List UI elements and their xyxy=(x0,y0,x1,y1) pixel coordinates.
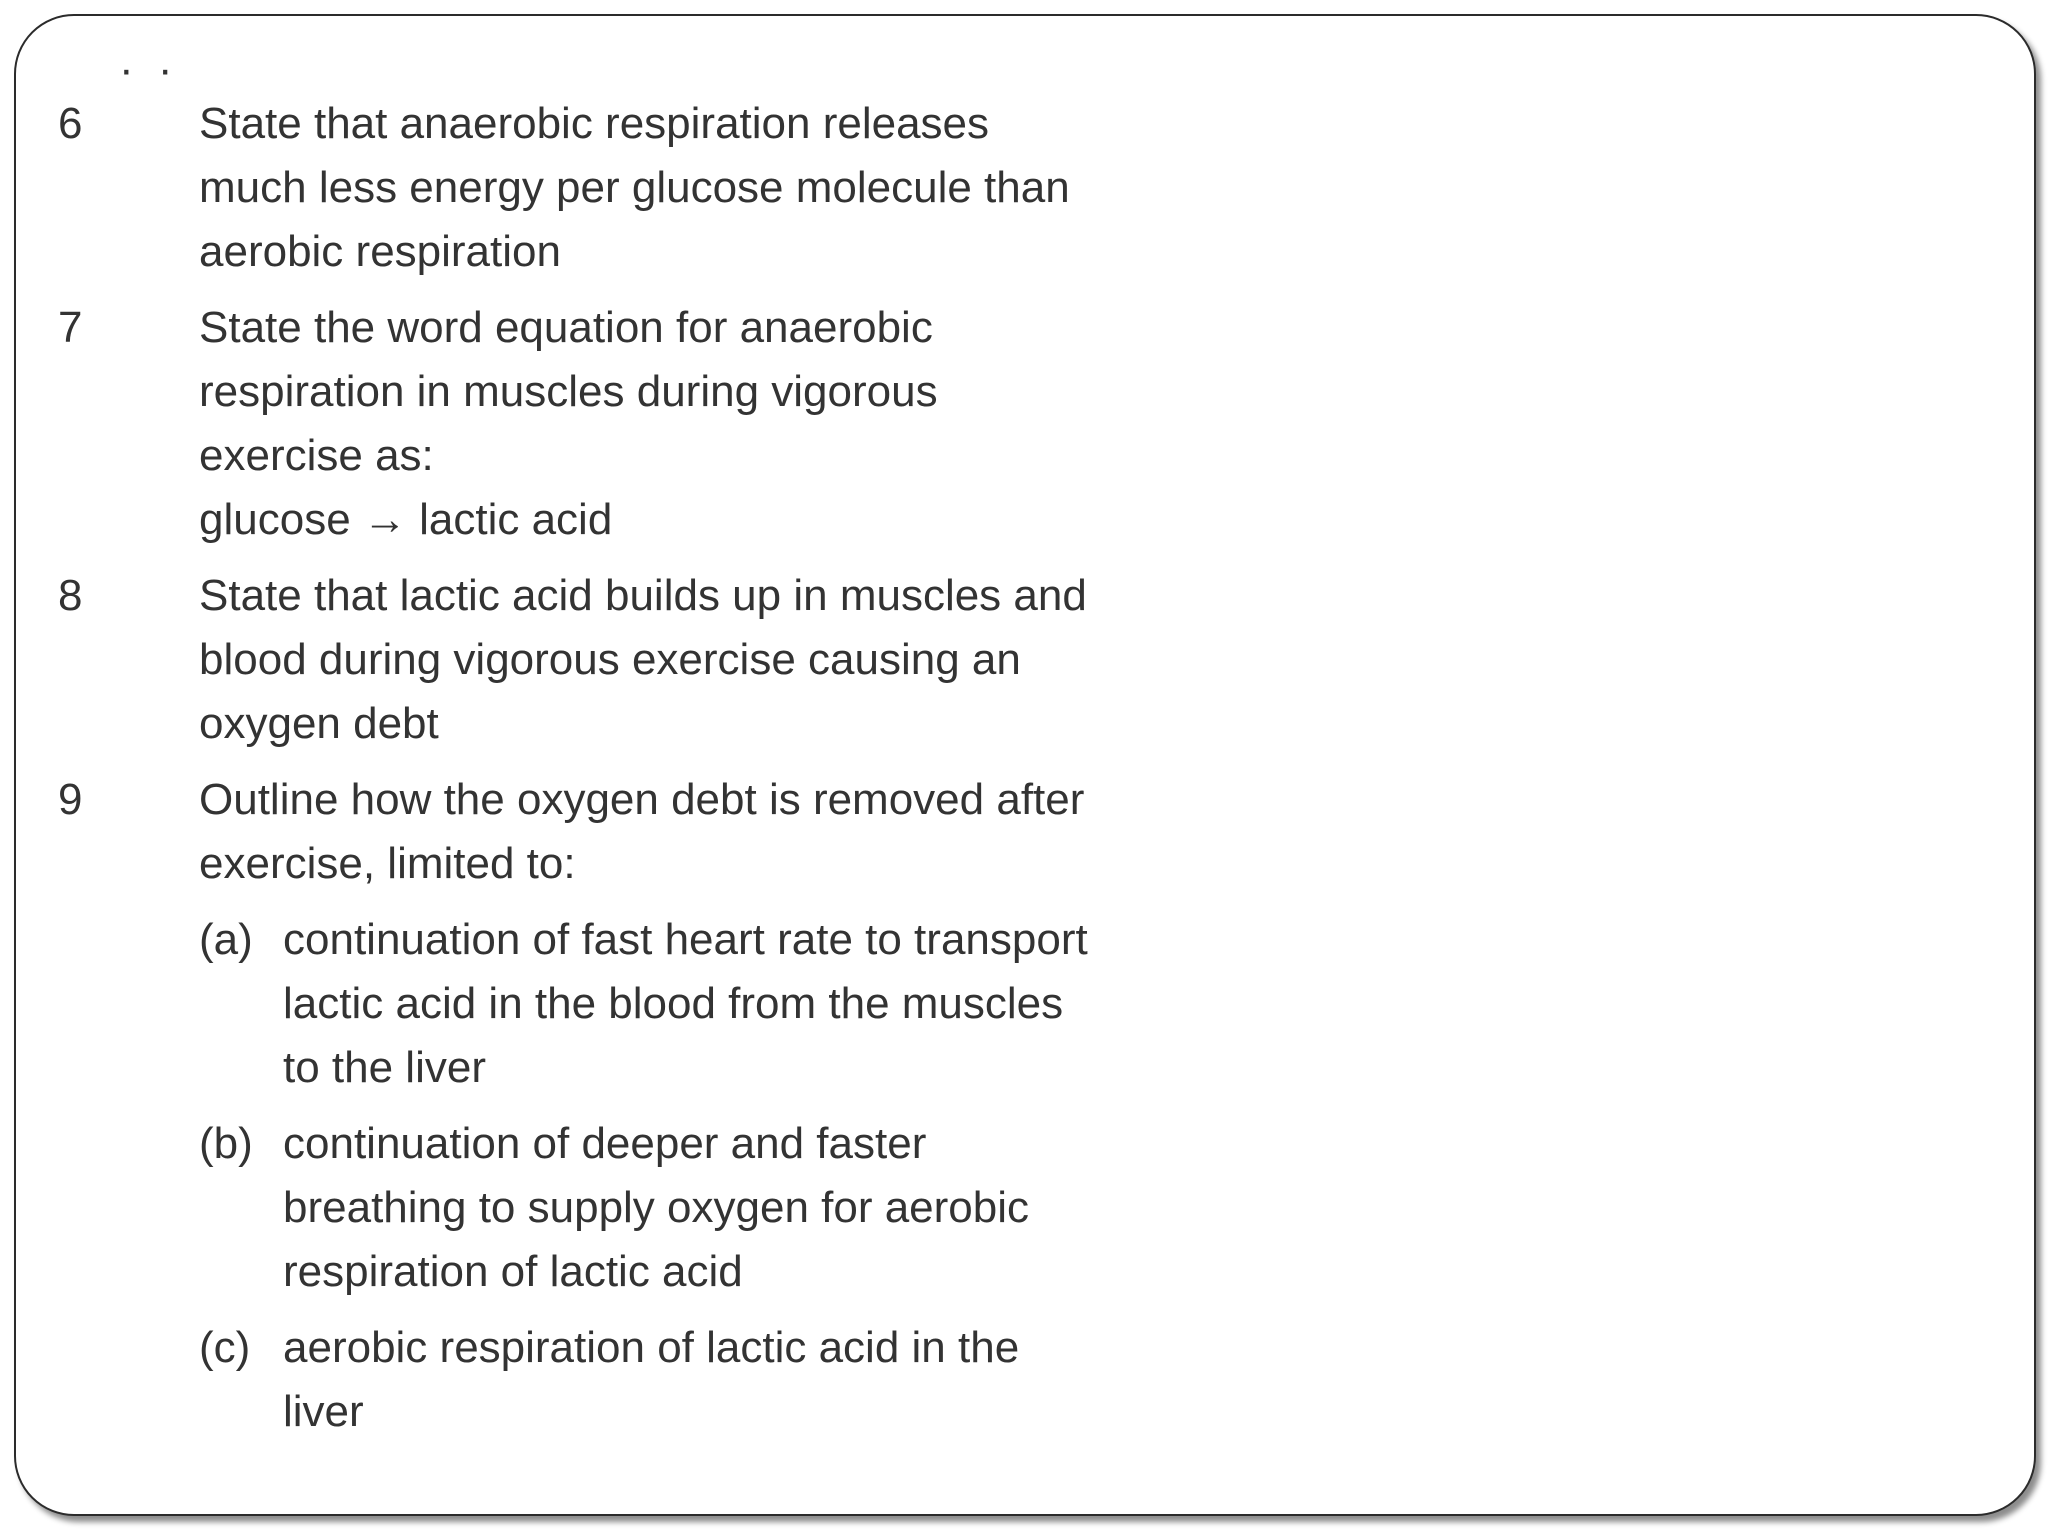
objective-number: 7 xyxy=(58,303,83,352)
text-line: aerobic respiration xyxy=(199,227,561,276)
objective-item-6 xyxy=(58,92,1238,284)
text-line: State that lactic acid builds up in muscles and xyxy=(199,571,1087,620)
text-line: State the word equation for anaerobic xyxy=(199,303,933,352)
objective-number: 8 xyxy=(58,571,83,620)
objective-text xyxy=(199,768,1238,1444)
text-line: blood during vigorous exercise causing an xyxy=(199,635,1021,684)
text-line: continuation of fast heart rate to transport xyxy=(283,915,1088,964)
objective-text xyxy=(199,92,1238,284)
objective-item-9 xyxy=(58,768,1238,1444)
objective-text xyxy=(199,564,1238,756)
text-line: respiration in muscles during vigorous xyxy=(199,367,938,416)
subitem-label: (c) xyxy=(199,1323,251,1372)
text-line: exercise, limited to: xyxy=(199,839,576,888)
text-line: respiration of lactic acid xyxy=(283,1247,743,1296)
objective-number: 9 xyxy=(58,775,83,824)
objective-text xyxy=(199,296,1238,552)
text-line: much less energy per glucose molecule than xyxy=(199,163,1070,212)
text-line: continuation of deeper and faster xyxy=(283,1119,927,1168)
word-equation: glucose → lactic acid xyxy=(199,495,613,544)
text-line: exercise as: xyxy=(199,431,434,480)
text-line: Outline how the oxygen debt is removed after xyxy=(199,775,1085,824)
subitem-a xyxy=(199,908,1238,1100)
objective-item-7 xyxy=(58,296,1238,552)
text-line: aerobic respiration of lactic acid in the xyxy=(283,1323,1020,1372)
objective-number: 6 xyxy=(58,99,83,148)
header-dots: · · xyxy=(119,45,179,94)
text-line: liver xyxy=(283,1387,364,1436)
objectives-list xyxy=(58,92,1238,1456)
subitem-text xyxy=(283,908,1238,1100)
text-line: lactic acid in the blood from the muscles xyxy=(283,979,1064,1028)
subitem-c xyxy=(199,1316,1238,1444)
text-line: breathing to supply oxygen for aerobic xyxy=(283,1183,1030,1232)
subitem-label: (b) xyxy=(199,1119,253,1168)
subitem-text xyxy=(283,1112,1238,1304)
text-line: State that anaerobic respiration releases xyxy=(199,99,990,148)
subitem-b xyxy=(199,1112,1238,1304)
subitem-label: (a) xyxy=(199,915,253,964)
subitem-text xyxy=(283,1316,1238,1444)
text-line: oxygen debt xyxy=(199,699,439,748)
objective-item-8 xyxy=(58,564,1238,756)
text-line: to the liver xyxy=(283,1043,486,1092)
